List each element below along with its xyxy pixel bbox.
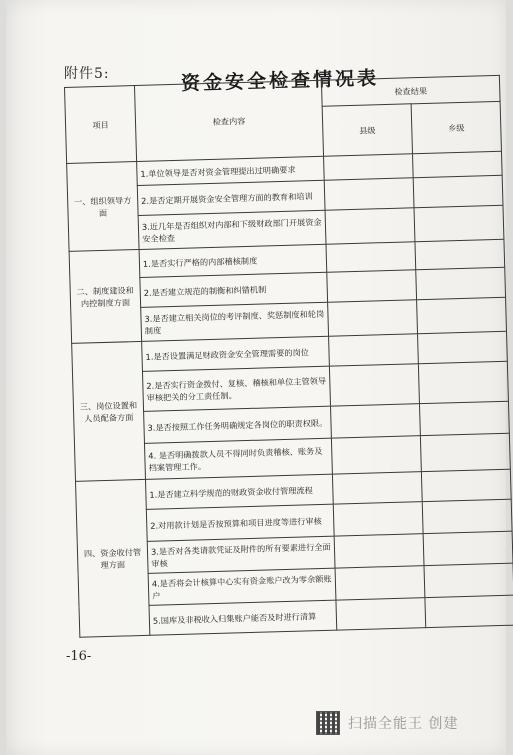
check-item: 3.是否建立相关岗位的考评制度、奖惩制度和轮岗制度 [141, 302, 329, 341]
inspection-table [64, 75, 513, 638]
township-result-cell[interactable] [414, 205, 504, 241]
inspection-table-wrapper [64, 75, 513, 638]
township-result-cell[interactable] [419, 401, 509, 435]
county-result-cell[interactable] [324, 154, 414, 180]
county-result-cell[interactable] [334, 534, 424, 568]
township-result-cell[interactable] [425, 595, 513, 627]
header-item: 项目 [65, 86, 137, 164]
township-result-cell[interactable] [413, 175, 503, 207]
attachment-label: 附件5: [64, 66, 110, 82]
check-item: 4. 是否明确拨款人员不得同时负责稽核、账务及档案管理工作。 [144, 438, 332, 479]
check-item: 2.是否定期开展资金安全管理方面的教育和培训 [137, 180, 325, 215]
section-category: 一、组织领导方面 [67, 162, 139, 252]
county-result-cell[interactable] [333, 502, 423, 536]
header-township: 乡级 [411, 101, 501, 153]
township-result-cell[interactable] [423, 531, 513, 565]
township-result-cell[interactable] [413, 151, 503, 177]
header-result: 检查结果 [321, 75, 500, 106]
county-result-cell[interactable] [326, 242, 416, 272]
county-result-cell[interactable] [336, 598, 426, 630]
township-result-cell[interactable] [418, 331, 508, 363]
scanner-watermark [316, 711, 458, 735]
township-result-cell[interactable] [424, 563, 513, 597]
township-result-cell[interactable] [417, 297, 507, 333]
check-item: 3.是否按照工作任务明确规定各岗位的职责权限。 [144, 406, 332, 443]
section-category: 二、制度建设和内控制度方面 [69, 249, 142, 343]
check-item: 1.单位领导是否对资金管理提出过明确要求 [137, 156, 325, 185]
county-result-cell[interactable] [328, 300, 418, 336]
county-result-cell[interactable] [331, 436, 421, 474]
check-item: 1.是否实行严格的内部稽核制度 [139, 244, 327, 277]
township-result-cell[interactable] [415, 239, 505, 269]
township-result-cell[interactable] [422, 499, 512, 533]
header-county: 县级 [322, 104, 412, 156]
check-item: 1.是否建立科学规范的财政资金收付管理流程 [145, 474, 333, 509]
document-page [6, 0, 506, 755]
page-number: -16- [66, 649, 92, 664]
county-result-cell[interactable] [331, 404, 421, 438]
county-result-cell[interactable] [329, 334, 419, 366]
qr-code-icon [316, 711, 340, 735]
check-item: 3.是否对各类请款凭证及附件的所有要素进行全面审核 [147, 536, 335, 573]
county-result-cell[interactable] [332, 472, 422, 504]
county-result-cell[interactable] [325, 208, 415, 244]
header-content: 检查内容 [134, 80, 323, 161]
check-item: 2.是否建立规范的制衡和纠错机制 [140, 272, 328, 307]
county-result-cell[interactable] [335, 566, 425, 600]
page-title: 资金安全检查情况表 [180, 67, 380, 95]
check-item: 1.是否设置满足财政资金安全管理需要的岗位 [142, 336, 330, 371]
township-result-cell[interactable] [420, 433, 510, 471]
check-item: 5.国库及非税收入归集账户能否及时进行清算 [149, 600, 337, 635]
county-result-cell[interactable] [329, 364, 419, 406]
township-result-cell[interactable] [416, 267, 506, 299]
check-item: 2.是否实行资金拨付、复核、稽核和单位主管领导审核把关的分工责任制。 [142, 366, 330, 411]
county-result-cell[interactable] [327, 270, 417, 302]
check-item: 4.是否将会计核算中心实有资金账户改为零余额账户 [148, 568, 336, 605]
check-item: 3.近几年是否组织对内部和下级财政部门开展资金安全检查 [138, 210, 326, 249]
county-result-cell[interactable] [324, 178, 414, 210]
watermark-text: 扫描全能王 创建 [348, 716, 459, 732]
section-category: 四、资金收付管理方面 [76, 479, 150, 637]
check-item: 2.对用款计划是否按预算和项目进度等进行审核 [146, 504, 334, 541]
township-result-cell[interactable] [418, 361, 508, 403]
township-result-cell[interactable] [421, 469, 511, 501]
section-category: 三、岗位设置和人员配备方面 [72, 341, 146, 481]
